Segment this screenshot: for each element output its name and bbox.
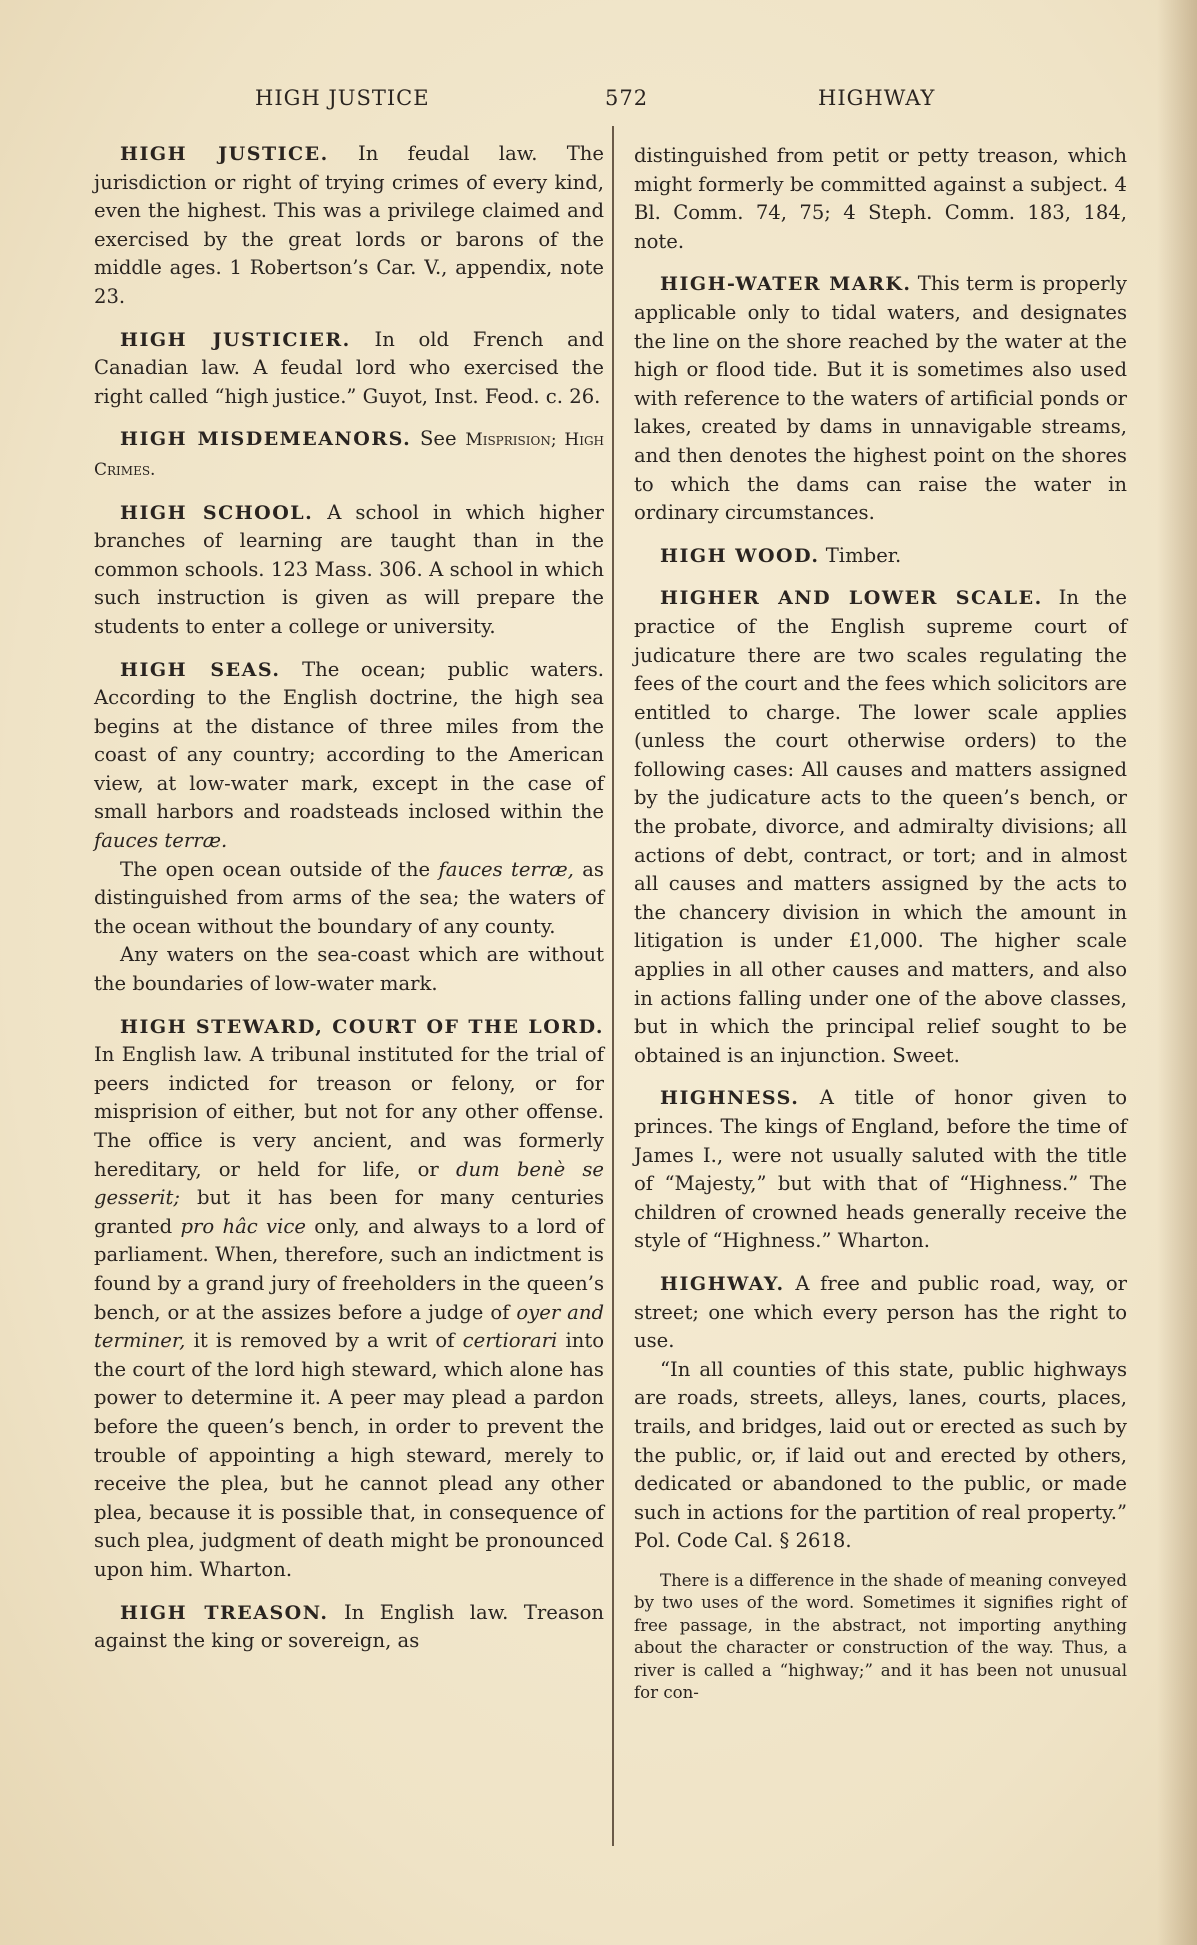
entry-text: In feudal law. The jurisdiction or right of trying crimes of every kind, even the highest. This was a privilege claimed and exercised by the great lords or barons of the middle ages. 1 Robertson’s Car. V., appendix, note 23. [94, 142, 604, 308]
entry-high-school [94, 499, 604, 642]
entry-text: distinguished from petit or petty treason, which might formerly be committed against a subject. 4 Bl. Comm. 74, 75; 4 Steph. Comm. 183, 184, note. [634, 144, 1127, 253]
entry-text: into the court of the lord high steward, which alone has power to determine it. A peer may plead a pardon before the queen’s bench, in order to prevent the trouble of appointing a high steward, merely to receive the plea, but he cannot plead any other plea, because it is possible that, in consequence of such plea, judgment of death might be pronounced upon him. Wharton. [94, 1329, 605, 1581]
entry-term: HIGH SEAS. [120, 658, 281, 681]
entry-text: The open ocean outside of the [120, 857, 431, 881]
entry-text: A title of honor given to princes. The kings of England, before the time of James I., were not usually saluted with the title of “Majesty,” but with that of “Highness.” The children of crowned heads generally receive the style of “Highness.” Wharton. [634, 1086, 1127, 1253]
entry-term: HIGH WOOD. [660, 544, 820, 567]
header-left-guide-word: HIGH JUSTICE [255, 86, 430, 110]
latin-phrase: dum benè se gesserit; [94, 1157, 604, 1210]
entry-term: HIGHER AND LOWER SCALE. [660, 587, 1043, 610]
entry-term: HIGH JUSTICE. [120, 143, 329, 165]
entry-term: HIGH JUSTICIER. [120, 328, 351, 351]
entry-text: but it has been for many centuries granted [94, 1186, 604, 1238]
entry-term: HIGH SCHOOL. [120, 501, 314, 524]
latin-phrase: fauces terræ. [94, 829, 228, 853]
entry-highway [634, 1270, 1127, 1356]
latin-phrase: fauces terræ, [438, 857, 574, 881]
entry-term: HIGH TREASON. [120, 1601, 329, 1624]
entry-highway-quotation [634, 1356, 1127, 1556]
cross-reference: Misprision; High Crimes. [94, 430, 605, 480]
column-divider [612, 126, 614, 1846]
entry-text: Timber. [825, 543, 902, 567]
entry-high-water-mark [634, 270, 1127, 527]
entry-text: A free and public road, way, or street; one which every person has the right to use. [634, 1271, 1128, 1353]
entry-high-treason [94, 1599, 604, 1656]
entry-text: See [420, 427, 457, 451]
entry-high-justice [94, 140, 604, 312]
entry-text: it is removed by a writ of [193, 1329, 455, 1353]
entry-high-justicier [94, 326, 604, 412]
latin-phrase: certiorari [462, 1329, 558, 1353]
entry-text: The ocean; public waters. According to the English doctrine, the high sea begins at the distance of three miles from the coast of any country; according to the American view, at low-water mark, except in the case of small harbors and roadsteads inclosed within the [94, 657, 604, 824]
entry-text: There is a difference in the shade of meaning conveyed by two uses of the word. Sometimes it signifies right of free passage, in the abstract, not importing anything about the character or construction of the way. Thus, a river is called a “highway;” and it has been not unusual for con- [634, 1570, 1127, 1702]
entry-term: HIGHNESS. [660, 1087, 800, 1110]
latin-phrase: pro hâc vice [180, 1214, 306, 1238]
entry-highway-note [634, 1570, 1127, 1704]
entry-high-steward [94, 1013, 604, 1585]
entry-text: Any waters on the sea-coast which are without the boundaries of low-water mark. [94, 943, 604, 996]
entry-high-wood [634, 542, 1127, 571]
entry-high-seas [94, 656, 604, 856]
right-column [634, 142, 1127, 1718]
header-right-guide-word: HIGHWAY [818, 86, 936, 110]
binding-shadow [1157, 0, 1197, 1945]
page-number: 572 [605, 86, 649, 110]
entry-text: “In all counties of this state, public highways are roads, streets, alleys, lanes, courts, places, trails, and bridges, laid out or erected as such by the public, or, if laid out and erected by others, dedicated or abandoned to the public, or made such in actions for the partition of real property.” Pol. Code Cal. § 2618. [634, 1357, 1127, 1553]
left-column [94, 140, 604, 1670]
latin-phrase: oyer and terminer, [94, 1300, 604, 1353]
entry-text: In English law. Treason against the king or sovereign, as [94, 1600, 605, 1653]
entry-higher-and-lower-scale [634, 584, 1127, 1070]
entry-high-treason-continued [634, 142, 1127, 256]
entry-text: This term is properly applicable only to tidal waters, and designates the line on the shore reached by the water at the high or flood tide. But it is sometimes also used with reference to the waters of artificial ponds or lakes, created by dams in unnavigable streams, and then denotes the highest point on the shores to which the dams can raise the water in ordinary circumstances. [634, 272, 1127, 525]
running-head [0, 86, 1197, 120]
entry-high-misdemeanors [94, 425, 604, 484]
entry-highness [634, 1084, 1127, 1256]
entry-text: In the practice of the English supreme court of judicature there are two scales regulating the fees of the court and the fees which solicitors are entitled to charge. The lower scale applies (unless the court otherwise orders) to the following cases: All causes and matters assigned by the judicature acts to the queen’s bench, or the probate, divorce, and admiralty divisions; all actions of debt, contract, or tort; and in almost all causes and matters assigned by the acts to the chancery division in which the amount in litigation is under £1,000. The higher scale applies in all other causes and matters, and also in actions falling under one of the above classes, but in which the principal relief sought to be obtained is an injunction. Sweet. [634, 586, 1127, 1067]
entry-term: HIGH-WATER MARK. [660, 273, 912, 296]
entry-text: as distinguished from arms of the sea; the waters of the ocean without the boundary of any county. [94, 857, 604, 938]
entry-high-seas-paragraph-3 [94, 941, 604, 998]
entry-text: A school in which higher branches of learning are taught than in the common schools. 123 Mass. 306. A school in which such instruction is given as will prepare the students to enter a college or university. [94, 500, 604, 638]
entry-term: HIGH MISDEMEANORS. [120, 428, 412, 451]
entry-term: HIGH STEWARD, COURT OF THE LORD. [120, 1015, 604, 1038]
entry-text: only, and always to a lord of parliament. When, therefore, such an indictment is found by a grand jury of freeholders in the queen’s bench, or at the assizes before a judge of [94, 1214, 604, 1324]
entry-term: HIGHWAY. [660, 1272, 785, 1295]
entry-high-seas-paragraph-2 [94, 856, 604, 942]
entry-text: In old French and Canadian law. A feudal lord who exercised the right called “high justice.” Guyot, Inst. Feod. c. 26. [94, 327, 605, 408]
entry-text: In English law. A tribunal instituted for the trial of peers indicted for treason or felony, or for misprision of either, but not for any other offense. The office is very ancient, and was formerly hereditary, or held for life, or [94, 1043, 604, 1181]
